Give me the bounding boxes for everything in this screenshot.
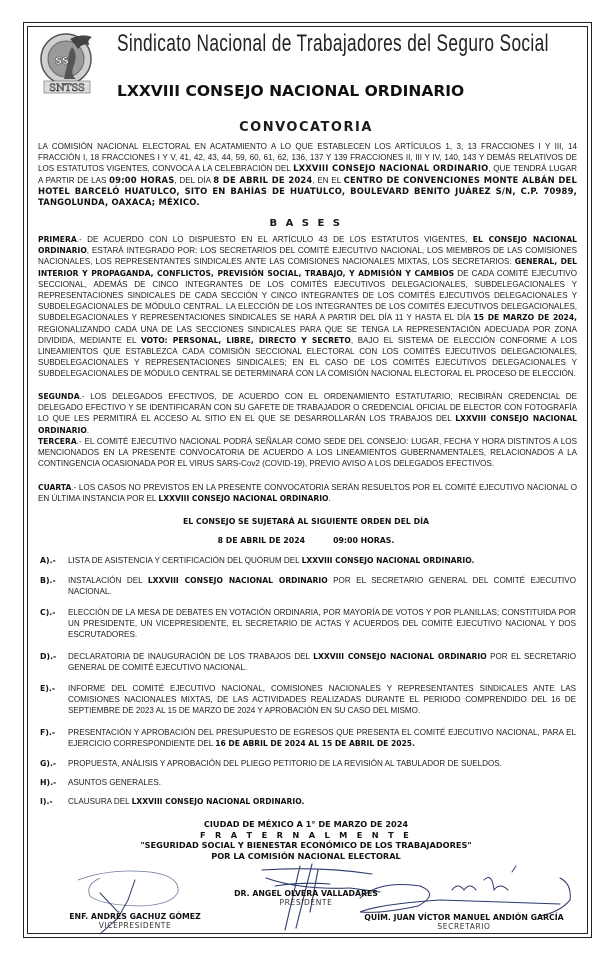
text-run: DECLARATORIA DE INAUGURACIÓN DE LOS TRABAJOS DEL bbox=[68, 652, 314, 661]
bold-run: GENERAL, DEL INTERIOR Y PROPAGANDA, CONFLICTOS, PREVISIÓN SOCIAL, TRABAJO, Y ADMISIÓN Y CAMBIOS bbox=[38, 257, 577, 278]
base-cuarta bbox=[38, 482, 577, 504]
bold-run: VOTO: PERSONAL, LIBRE, DIRECTO Y SECRETO bbox=[140, 335, 351, 345]
bold-run: 15 DE MARZO DE 2024, bbox=[473, 313, 577, 323]
agenda-letter: A).- bbox=[40, 556, 56, 565]
agenda-text bbox=[68, 796, 576, 807]
bold-run: 16 DE ABRIL DE 2024 AL 15 DE ABRIL DE 2025. bbox=[215, 739, 415, 749]
text-run: , EN EL bbox=[312, 175, 344, 185]
bold-run: LXXVIII CONSEJO NACIONAL ORDINARIO bbox=[293, 163, 489, 174]
sntss-logo bbox=[38, 31, 98, 95]
signer-president bbox=[200, 889, 412, 907]
text-run: , DEL DÍA bbox=[174, 175, 214, 185]
text-run: REGIONALIZANDO CADA UNA DE LAS SECCIONES SINDICALES PARA QUE SE TENGA LA REPRESENTACIÓN ADECUADA POR ZONA DIVIDIDA, MEDIANTE EL bbox=[38, 324, 577, 345]
agenda-text bbox=[68, 777, 576, 788]
text-run: PROPUESTA, ANÁLISIS Y APROBACIÓN DEL PLIEGO PETITORIO DE LA REVISIÓN AL TABULADOR DE SUELDOS. bbox=[68, 759, 502, 768]
text-run: , QUE TENDRÁ LUGAR A PARTIR DE LAS bbox=[38, 164, 577, 185]
text-run: .- DE ACUERDO CON LO DISPUESTO EN EL ARTÍCULO 43 DE LOS ESTATUTOS VIGENTES, bbox=[76, 235, 473, 244]
text-run: . bbox=[328, 494, 331, 504]
bold-run: LXXVIII CONSEJO NACIONAL ORDINARIO bbox=[313, 652, 487, 661]
convocatoria-intro bbox=[38, 141, 577, 208]
bold-run: PRIMERA bbox=[38, 235, 77, 244]
orden-del-dia-datetime bbox=[0, 536, 612, 545]
text-run: , ESTARÁ INTEGRADO POR: LOS SECRETARIOS DEL COMITÉ EJECUTIVO NACIONAL, LOS MIEMBROS DE LAS COMISIONES NACIONALES, LOS REPRESENTANTES SINDICALES ANTE LAS COMISIONES NACIONALES MIXTAS, LOS SECRETARIOS: bbox=[38, 246, 577, 267]
text-run: ELECCIÓN DE LA MESA DE DEBATES EN VOTACIÓN ORDINARIA, POR MAYORÍA DE VOTOS Y POR PLANILLAS; CONSTITUIDA POR UN PRESIDENTE, UN VICEPRESIDENTE, EL SECRETARIO DE ACTAS Y ACUERDOS DEL COMITÉ EJECUTIVO NACIONAL Y DOS ESCRUTADORES. bbox=[68, 608, 576, 640]
agenda-text bbox=[68, 651, 576, 673]
agenda-letter: C).- bbox=[40, 608, 56, 617]
convocatoria-title: CONVOCATORIA bbox=[239, 120, 373, 135]
text-run: LISTA DE ASISTENCIA Y CERTIFICACIÓN DEL QUÓRUM DEL bbox=[68, 556, 302, 565]
signer-role: SECRETARIO bbox=[437, 922, 491, 931]
logo-monogram: SS bbox=[55, 56, 69, 67]
agenda-text bbox=[68, 575, 576, 597]
bases-title: B A S E S bbox=[269, 218, 343, 229]
union-name: Sindicato Nacional de Trabajadores del Seguro Social bbox=[117, 30, 549, 57]
council-title: LXXVIII CONSEJO NACIONAL ORDINARIO bbox=[117, 82, 465, 100]
signer-name: ENF. ANDRÉS GACHUZ GÓMEZ bbox=[69, 912, 201, 921]
bold-run: TERCERA bbox=[38, 437, 77, 446]
base-tercera bbox=[38, 436, 577, 470]
text-run: .- LOS CASOS NO PREVISTOS EN LA PRESENTE CONVOCATORIA SERÁN RESUELTOS POR EL COMITÉ EJECUTIVO NACIONAL O EN ÚLTIMA INSTANCIA POR EL bbox=[38, 483, 577, 504]
fraternalmente: F R A T E R N A L M E N T E bbox=[199, 830, 413, 840]
agenda-letter: D).- bbox=[40, 652, 57, 661]
bold-run: LXXVIII CONSEJO NACIONAL ORDINARIO bbox=[147, 576, 328, 585]
bold-run: 09:00 HORAS bbox=[109, 174, 175, 185]
text-run: POR EL SECRETARIO GENERAL DEL COMITÉ EJECUTIVO NACIONAL. bbox=[68, 576, 576, 597]
agenda-letter: E).- bbox=[40, 684, 56, 693]
bold-run: 8 DE ABRIL DE 2024 bbox=[213, 174, 313, 185]
text-run: . bbox=[86, 425, 90, 435]
motto: "SEGURIDAD SOCIAL Y BIENESTAR ECONÓMICO DE LOS TRABAJADORES" bbox=[140, 840, 472, 850]
text-run: LA COMISIÓN NACIONAL ELECTORAL EN ACATAMIENTO A LO QUE ESTABLECEN LOS ARTÍCULOS 1, 3, 13 FRACCIONES I Y III, 14 FRACCIÓN I, 18 FRACCIONES I Y V, 41, 42, 43, 44, 59, 60, 61, 62, 136, 137 Y 139 FRACCIONES II, III Y IV, 140, 143 Y DEMÁS RELATIVOS DE LOS ESTATUTOS VIGENTES, CONVOCA A LA CELEBRACIÓN DEL bbox=[38, 142, 577, 174]
logo-text: SNTSS bbox=[49, 83, 85, 94]
text-run: INSTALACIÓN DEL bbox=[68, 576, 148, 585]
signer-secretary bbox=[340, 913, 588, 931]
text-run: INFORME DEL COMITÉ EJECUTIVO NACIONAL, COMISIONES NACIONALES Y REPRESENTANTES SINDICALES ANTE LAS COMISIONES NACIONALES MIXTAS, DE LAS ACTIVIDADES REALIZADAS DURANTE EL PERIODO COMPRENDIDO DEL 16 DE SEPTIEMBRE DE 2023 AL 15 DE MARZO DE 2024 Y APROBACIÓN EN SU CASO DEL MISMO. bbox=[68, 684, 576, 716]
bold-run: LXXVIII CONSEJO NACIONAL ORDINARIO bbox=[158, 494, 329, 504]
agenda-text bbox=[68, 555, 576, 566]
orden-del-dia-title: EL CONSEJO SE SUJETARÁ AL SIGUIENTE ORDEN DEL DÍA bbox=[182, 517, 430, 526]
signer-vicepresident bbox=[40, 912, 230, 930]
text-run: CLAUSURA DEL bbox=[68, 797, 132, 806]
bold-run: SEGUNDA bbox=[38, 392, 80, 401]
text-run: PRESENTACIÓN Y APROBACIÓN DEL PRESUPUESTO DE EGRESOS QUE PRESENTA EL COMITÉ EJECUTIVO NACIONAL, PARA EL EJERCICIO CORRESPONDIENTE DEL bbox=[68, 728, 576, 749]
signer-name: DR. ANGEL OLVERA VALLADARES bbox=[234, 889, 378, 898]
base-segunda bbox=[38, 391, 577, 436]
text-run: DE CADA COMITÉ EJECUTIVO SECCIONAL, ADEMÁS DE CINCO INTEGRANTES DE LOS COMITÉS EJECUTIVOS DELEGACIONALES, SUBDELEGACIONALES Y REPRESENTACIONES SINDICALES DE CADA SECCIÓN Y CINCO INTEGRANTES DE LOS COMITÉS EJECUTIVOS DELEGACIONALES Y SUBDELEGACIONALES DE MÓDULO CENTRAL. LA ELECCIÓN DE LOS INTEGRANTES DE LOS COMITÉS EJECUTIVOS DELEGACIONALES, SUBDELEGACIONALES Y REPRESENTACIONES SINDICALES SE HARÁ A PARTIR DEL DÍA 11 Y HASTA EL DÍA bbox=[38, 268, 577, 323]
agenda-text bbox=[68, 758, 576, 769]
bold-run: EL CONSEJO NACIONAL ORDINARIO bbox=[38, 235, 577, 256]
agenda-letter: I).- bbox=[40, 797, 53, 806]
agenda-letter: G).- bbox=[40, 759, 57, 768]
issuing-body: POR LA COMISIÓN NACIONAL ELECTORAL bbox=[211, 851, 401, 861]
bold-run: LXXVIII CONSEJO NACIONAL ORDINARIO bbox=[38, 414, 578, 435]
bold-run: CUARTA bbox=[38, 483, 72, 492]
orden-date: 8 DE ABRIL DE 2024 bbox=[217, 536, 306, 545]
text-run: .- LOS DELEGADOS EFECTIVOS, DE ACUERDO CON EL ORDENAMIENTO ESTATUTARIO, RECIBIRÁN CREDENCIAL DE DELEGADO EFECTIVO Y SE IDENTIFICARÁN CON SU GAFETE DE TRABAJADOR O CREDENCIAL OFICIAL DE ELECTOR CON FOTOGRAFÍA LO QUE LES PERMITIRÁ EL ACCESO AL SITIO EN EL QUE SE DESARROLLARÁN LOS TRABAJOS DEL bbox=[38, 392, 577, 424]
signer-role: VICEPRESIDENTE bbox=[98, 921, 172, 930]
text-run: .- EL COMITÉ EJECUTIVO NACIONAL PODRÁ SEÑALAR COMO SEDE DEL CONSEJO: LUGAR, FECHA Y HORA DISTINTOS A LOS MENCIONADOS EN LA PRESENTE CONVOCATORIA DE ACUERDO A LOS LINEAMIENTOS GUBERNAMENTALES, RELACIONADOS A LA CONTINGENCIA OCASIONADA POR EL VIRUS SARS-Cov2 (COVID-19), PREVIO AVISO A LOS DELEGADOS EFECTIVOS. bbox=[38, 437, 577, 469]
text-run: , BAJO EL SISTEMA DE ELECCIÓN CONFORME A LOS LINEAMIENTOS QUE ESTABLEZCA CADA COMISIÓN SECCIONAL ELECTORAL CON LOS COMITÉS EJECUTIVOS DELEGACIONALES, SUBDELEGACIONALES Y REPRESENTACIONES SINDICALES; EN EL CASO DE LOS COMITÉS EJECUTIVOS DELEGACIONALES Y SUBDELEGACIONALES DE MÓDULO CENTRAL SE DETERMINARÁ CON LA COMISIÓN NACIONAL ELECTORAL EL PROCESO DE ELECCIÓN. bbox=[38, 335, 577, 379]
agenda-text bbox=[68, 683, 576, 717]
bold-run: LXXVIII CONSEJO NACIONAL ORDINARIO. bbox=[301, 556, 475, 565]
text-run: ASUNTOS GENERALES. bbox=[68, 778, 161, 787]
agenda-letter: F).- bbox=[40, 728, 56, 737]
base-primera bbox=[38, 234, 577, 380]
signer-name: QUÍM. JUAN VÍCTOR MANUEL ANDIÓN GARCÍA bbox=[364, 913, 564, 922]
city-date: CIUDAD DE MÉXICO A 1° DE MARZO DE 2024 bbox=[203, 819, 409, 829]
bold-run: CENTRO DE CONVENCIONES MONTE ALBÁN DEL HOTEL BARCELÓ HUATULCO, SITO EN BAHÍAS DE HUATULCO, BOULEVARD BENITO JUÁREZ S/N, C.P. 70989, TANGOLUNDA, OAXACA; MÉXICO. bbox=[38, 174, 577, 208]
agenda-text bbox=[68, 727, 576, 749]
agenda-text bbox=[68, 607, 576, 641]
agenda-letter: H).- bbox=[40, 778, 57, 787]
signer-role: PRESIDENTE bbox=[279, 898, 333, 907]
bold-run: LXXVIII CONSEJO NACIONAL ORDINARIO. bbox=[131, 797, 305, 806]
orden-time: 09:00 HORAS. bbox=[333, 536, 395, 545]
agenda-letter: B).- bbox=[40, 576, 56, 585]
text-run: POR EL SECRETARIO GENERAL DE COMITÉ EJECUTIVO NACIONAL. bbox=[68, 652, 577, 673]
